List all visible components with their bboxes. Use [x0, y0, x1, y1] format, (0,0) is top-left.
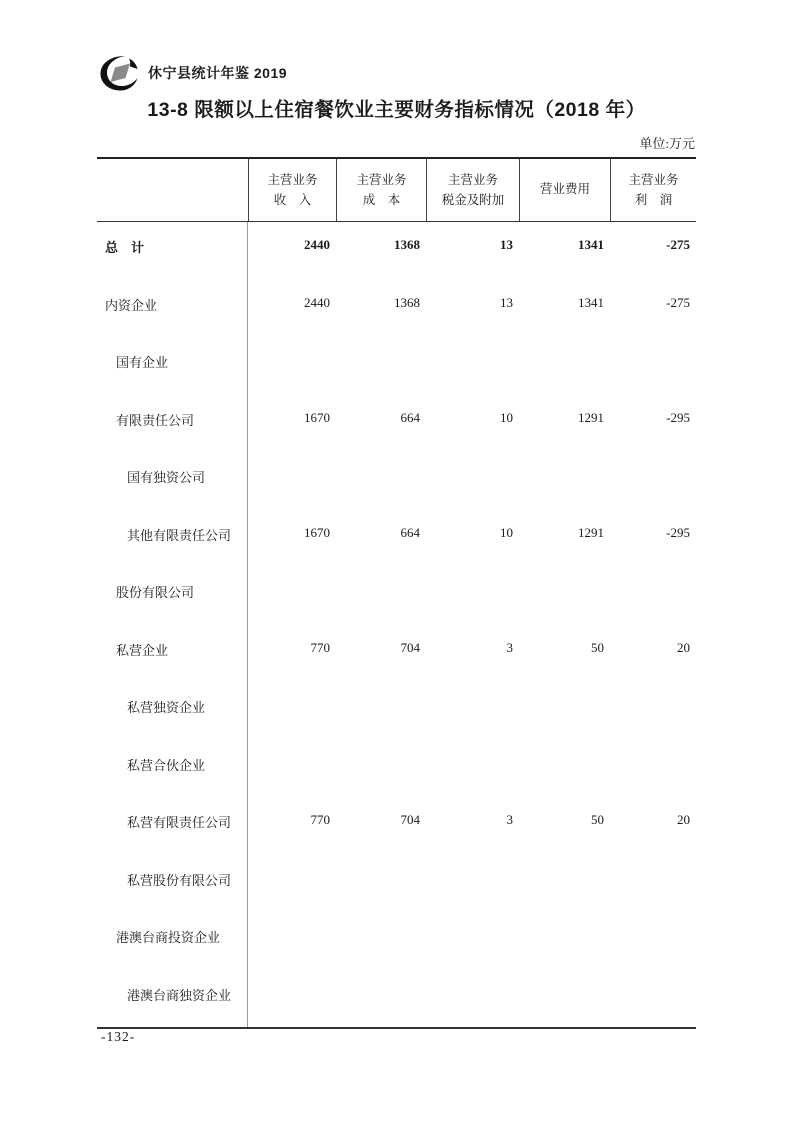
cell-operating-expense: [519, 682, 610, 740]
cell-main-business-tax: 3: [506, 639, 513, 655]
cell-main-business-revenue: [248, 912, 336, 970]
row-label: 港澳台商投资企业: [97, 912, 248, 970]
cell-main-business-profit: -295: [666, 524, 690, 540]
cell-main-business-cost: 664: [400, 524, 420, 540]
cell-main-business-profit: [610, 740, 696, 798]
row-label: 股份有限公司: [97, 567, 248, 625]
header-line: 主营业务: [267, 172, 318, 187]
column-header-main-business-tax: [426, 159, 519, 221]
cell-main-business-cost: 1368: [394, 294, 420, 310]
header-line: 主营业务: [447, 172, 498, 187]
row-label: 有限责任公司: [97, 395, 248, 453]
header-line: 主营业务: [356, 172, 407, 187]
cell-main-business-tax: 3: [506, 812, 513, 827]
cell-main-business-profit: -295: [666, 409, 690, 425]
header-line: 成 本: [362, 192, 401, 207]
column-header-main-business-profit: [610, 159, 696, 221]
cell-main-business-cost: [336, 337, 426, 395]
cell-operating-expense: [519, 337, 610, 395]
cell-main-business-revenue: 2440: [304, 237, 330, 252]
yearbook-swirl-logo-icon: [99, 55, 139, 91]
table-row: [97, 625, 696, 683]
unit-note: 单位:万元: [639, 136, 695, 151]
cell-main-business-revenue: [248, 855, 336, 913]
table-row: [97, 510, 696, 568]
header-line: 主营业务: [628, 172, 679, 187]
table-row: [97, 912, 696, 970]
cell-main-business-revenue: [248, 567, 336, 625]
cell-main-business-tax: 13: [500, 294, 513, 310]
cell-main-business-revenue: 770: [310, 812, 330, 827]
cell-main-business-tax: 10: [500, 524, 513, 540]
cell-main-business-tax: [426, 855, 519, 913]
cell-main-business-profit: 20: [677, 812, 690, 827]
table-row: [97, 567, 696, 625]
table-row: [97, 452, 696, 510]
row-label: 私营企业: [97, 625, 248, 683]
column-header-main-business-cost: [336, 159, 426, 221]
header-line: 税金及附加: [441, 192, 505, 207]
cell-main-business-cost: [336, 912, 426, 970]
cell-main-business-tax: [426, 682, 519, 740]
page-number: -132-: [101, 1029, 136, 1044]
header-line: 利 润: [634, 192, 673, 207]
row-label: 国有企业: [97, 337, 248, 395]
cell-main-business-revenue: 2440: [304, 294, 330, 310]
header-cell-stub: [97, 159, 248, 221]
cell-operating-expense: 50: [591, 639, 604, 655]
cell-main-business-cost: 1368: [394, 237, 420, 252]
cell-main-business-profit: [610, 912, 696, 970]
row-label: 私营合伙企业: [97, 740, 248, 798]
table-row: [97, 682, 696, 740]
cell-main-business-revenue: 1670: [304, 409, 330, 425]
cell-main-business-cost: [336, 855, 426, 913]
table-row: [97, 222, 696, 280]
cell-main-business-revenue: 1670: [304, 524, 330, 540]
cell-main-business-cost: [336, 452, 426, 510]
cell-main-business-tax: [426, 970, 519, 1028]
finance-indicators-table: [97, 157, 696, 1029]
cell-main-business-revenue: [248, 452, 336, 510]
cell-operating-expense: 1291: [578, 409, 604, 425]
cell-main-business-profit: -275: [666, 294, 690, 310]
column-header-operating-expense: [519, 159, 610, 221]
cell-operating-expense: 1341: [578, 237, 604, 252]
cell-operating-expense: [519, 912, 610, 970]
cell-main-business-profit: [610, 970, 696, 1028]
cell-main-business-tax: 13: [500, 237, 513, 252]
cell-main-business-revenue: 770: [310, 639, 330, 655]
cell-main-business-profit: [610, 337, 696, 395]
row-label: 总 计: [97, 222, 248, 280]
cell-main-business-cost: [336, 682, 426, 740]
row-label: 国有独资公司: [97, 452, 248, 510]
cell-main-business-profit: [610, 452, 696, 510]
table-row: [97, 395, 696, 453]
cell-main-business-profit: [610, 682, 696, 740]
cell-main-business-tax: [426, 912, 519, 970]
row-label: 私营有限责任公司: [97, 797, 248, 855]
page-title: 13-8 限额以上住宿餐饮业主要财务指标情况（2018 年）: [147, 99, 646, 121]
row-label: 私营股份有限公司: [97, 855, 248, 913]
cell-main-business-tax: 10: [500, 409, 513, 425]
cell-main-business-tax: [426, 567, 519, 625]
cell-main-business-revenue: [248, 337, 336, 395]
column-header-main-business-revenue: [248, 159, 336, 221]
row-label: 内资企业: [97, 280, 248, 338]
cell-operating-expense: [519, 855, 610, 913]
cell-main-business-revenue: [248, 682, 336, 740]
brand-text: 休宁县统计年鉴 2019: [148, 65, 288, 81]
cell-main-business-cost: [336, 740, 426, 798]
cell-operating-expense: 50: [591, 812, 604, 827]
table-row: [97, 855, 696, 913]
table-header-row: [97, 157, 696, 222]
row-label: 私营独资企业: [97, 682, 248, 740]
cell-main-business-cost: [336, 567, 426, 625]
cell-operating-expense: [519, 452, 610, 510]
row-label: 其他有限责任公司: [97, 510, 248, 568]
header-line: 收 入: [273, 192, 312, 207]
table-row: [97, 280, 696, 338]
cell-main-business-cost: 704: [400, 812, 420, 827]
cell-main-business-tax: [426, 452, 519, 510]
header-line: 营业费用: [539, 182, 590, 196]
cell-operating-expense: 1291: [578, 524, 604, 540]
cell-main-business-tax: [426, 337, 519, 395]
cell-main-business-revenue: [248, 970, 336, 1028]
cell-main-business-profit: 20: [677, 639, 690, 655]
table-row: [97, 337, 696, 395]
cell-main-business-profit: -275: [666, 237, 690, 252]
cell-main-business-tax: [426, 740, 519, 798]
table-row: [97, 740, 696, 798]
cell-operating-expense: 1341: [578, 294, 604, 310]
row-label: 港澳台商独资企业: [97, 970, 248, 1028]
cell-operating-expense: [519, 970, 610, 1028]
cell-main-business-cost: 704: [400, 639, 420, 655]
table-row: [97, 797, 696, 855]
cell-main-business-profit: [610, 567, 696, 625]
cell-main-business-profit: [610, 855, 696, 913]
cell-main-business-cost: 664: [400, 409, 420, 425]
cell-main-business-revenue: [248, 740, 336, 798]
cell-main-business-cost: [336, 970, 426, 1028]
brand: [99, 54, 287, 92]
table-body: [97, 222, 696, 1029]
cell-operating-expense: [519, 567, 610, 625]
cell-operating-expense: [519, 740, 610, 798]
table-row: [97, 970, 696, 1028]
